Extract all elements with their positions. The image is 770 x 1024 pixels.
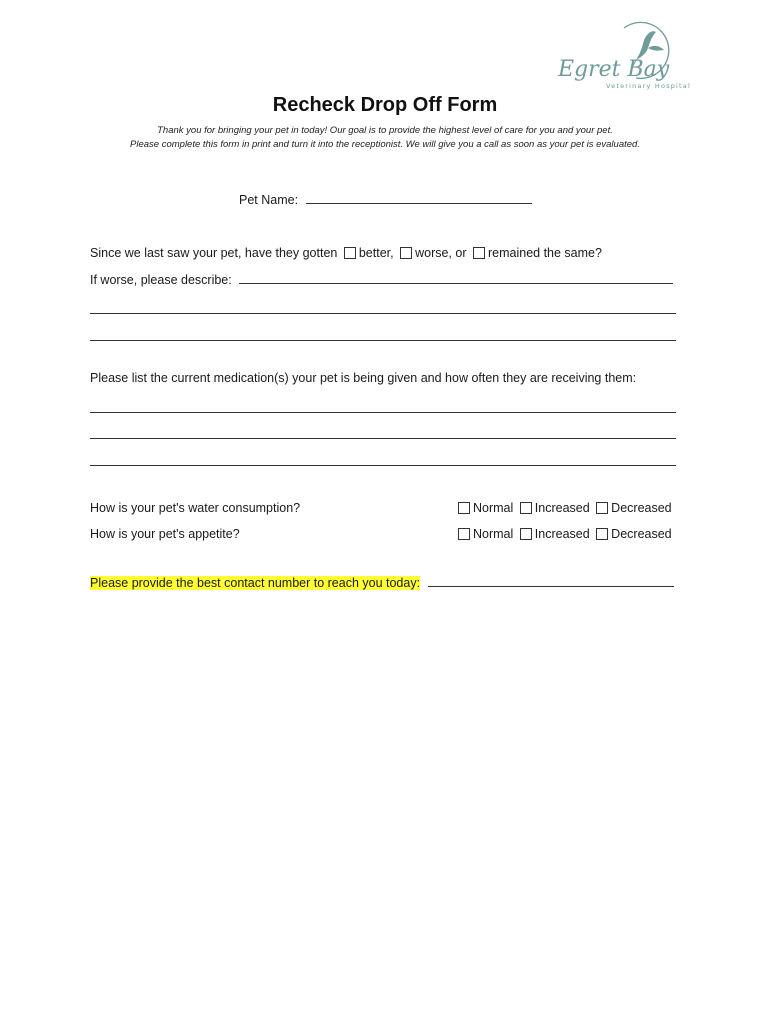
water-increased-label: Increased [534,501,590,515]
intro-line-2: Please complete this form in print and turn it into the receptionist. We will give you a call as soon as your pet is evaluated. [130,139,640,150]
water-normal-checkbox[interactable] [458,502,470,514]
worse-label: worse, or [415,246,467,260]
better-checkbox[interactable] [344,247,356,259]
svg-text:Veterinary Hospital: Veterinary Hospital [606,82,691,90]
worse-describe-row [90,273,673,287]
medications-label: Please list the current medication(s) your pet is being given and how often they are receiving them: [90,371,637,385]
appetite-decreased-label: Decreased [611,527,672,541]
worse-describe-line-2[interactable] [90,313,676,314]
appetite-options [455,527,672,541]
medications-line-2[interactable] [90,438,676,439]
worse-describe-line-3[interactable] [90,340,676,341]
form-title: Recheck Drop Off Form [272,94,498,116]
svg-text:Egret Bay: Egret Bay [558,57,670,82]
water-decreased-label: Decreased [611,501,672,515]
egret-bay-logo [552,18,692,96]
contact-number-field[interactable] [428,585,674,587]
worse-describe-field[interactable] [239,282,673,284]
appetite-increased-label: Increased [534,527,590,541]
contact-label: Please provide the best contact number to reach you today: [90,576,421,590]
water-increased-checkbox[interactable] [520,502,532,514]
status-question-label: Since we last saw your pet, have they gotten [90,246,338,260]
intro-line-1: Thank you for bringing your pet in today! Our goal is to provide the highest level of care for you and your pet. [157,125,613,136]
pet-name-row [239,193,532,207]
water-options [455,501,672,515]
appetite-normal-label: Normal [473,527,514,541]
worse-describe-label: If worse, please describe: [90,273,232,287]
better-label: better, [358,246,394,260]
water-normal-label: Normal [473,501,514,515]
medications-line-3[interactable] [90,465,676,466]
status-question-row [90,246,602,260]
water-decreased-checkbox[interactable] [596,502,608,514]
same-checkbox[interactable] [473,247,485,259]
pet-name-field[interactable] [306,202,532,204]
pet-name-label: Pet Name: [239,193,299,207]
appetite-label: How is your pet's appetite? [90,527,240,541]
same-label: remained the same? [487,246,602,260]
appetite-decreased-checkbox[interactable] [596,528,608,540]
worse-checkbox[interactable] [400,247,412,259]
medications-line-1[interactable] [90,412,676,413]
appetite-increased-checkbox[interactable] [520,528,532,540]
water-label: How is your pet's water consumption? [90,501,301,515]
egret-bird-icon [552,18,692,96]
contact-row [90,576,674,590]
appetite-normal-checkbox[interactable] [458,528,470,540]
